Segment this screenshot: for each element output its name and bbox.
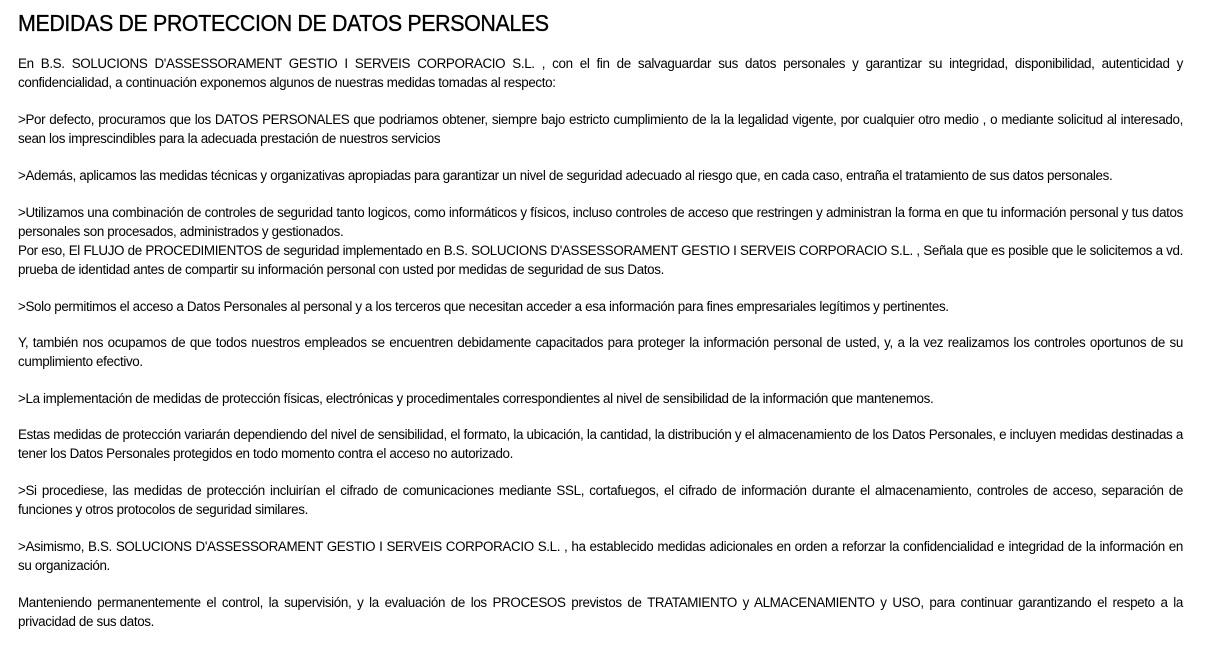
- paragraph-protection-measures: >La implementación de medidas de protección físicas, electrónicas y procedimentales correspondientes al nivel de sensibilidad de la información que mantenemos.: [18, 391, 934, 406]
- paragraph-intro: En B.S. SOLUCIONS D'ASSESSORAMENT GESTIO I SERVEIS CORPORACIO S.L. , con el fin de salvaguardar sus datos personales y garantizar su integridad, disponibilidad, autenticidad y confidencialidad, a continuación exponemos algunos de nuestras medidas tomadas al respecto:: [18, 56, 1183, 90]
- paragraph-identity-verification: Por eso, El FLUJO de PROCEDIMIENTOS de seguridad implementado en B.S. SOLUCIONS D'ASSESSORAMENT GESTIO I SERVEIS CORPORACIO S.L. , Señala que es posible que le solicitemos a vd. prueba de identidad antes de compartir su información personal con usted por medidas de seguridad de sus Datos.: [18, 243, 1183, 277]
- page-title: MEDIDAS DE PROTECCION DE DATOS PERSONALES: [18, 10, 549, 36]
- paragraph-access-limits: >Solo permitimos el acceso a Datos Personales al personal y a los terceros que necesitan acceder a esa información para fines empresariales legítimos y pertinentes.: [18, 299, 949, 314]
- paragraph-ongoing-control: Manteniendo permanentemente el control, la supervisión, y la evaluación de los PROCESOS previstos de TRATAMIENTO y ALMACENAMIENTO y USO, para continuar garantizando el respeto a la privacidad de sus datos.: [18, 595, 1183, 629]
- paragraph-measure-variation: Estas medidas de protección variarán dependiendo del nivel de sensibilidad, el formato, la ubicación, la cantidad, la distribución y el almacenamiento de los Datos Personales, e incluyen medidas destinadas a tener los Datos Personales protegidos en todo momento contra el acceso no autorizado.: [18, 427, 1183, 461]
- paragraph-technical-measures: >Además, aplicamos las medidas técnicas y organizativas apropiadas para garantizar un nivel de seguridad adecuado al riesgo que, en cada caso, entraña el tratamiento de sus datos personales.: [18, 168, 1113, 183]
- paragraph-encryption: >Si procediese, las medidas de protección incluirían el cifrado de comunicaciones mediante SSL, cortafuegos, el cifrado de información durante el almacenamiento, controles de acceso, separación de funciones y otros protocolos de seguridad similares.: [18, 483, 1183, 517]
- paragraph-security-controls: >Utilizamos una combinación de controles de seguridad tanto logicos, como informáticos y físicos, incluso controles de acceso que restringen y administran la forma en que tu información personal y tus datos personales son procesados, administrados y gestionados.: [18, 205, 1183, 239]
- paragraph-additional-measures: >Asimismo, B.S. SOLUCIONS D'ASSESSORAMENT GESTIO I SERVEIS CORPORACIO S.L. , ha establecido medidas adicionales en orden a reforzar la confidencialidad e integridad de la información en su organización.: [18, 539, 1183, 573]
- paragraph-employee-training: Y, también nos ocupamos de que todos nuestros empleados se encuentren debidamente capacitados para proteger la información personal de usted, y, a la vez realizamos los controles oportunos de su cumplimiento efectivo.: [18, 335, 1183, 369]
- document-page: [18, 8, 1183, 649]
- paragraph-default-data: >Por defecto, procuramos que los DATOS PERSONALES que podriamos obtener, siempre bajo estricto cumplimiento de la la legalidad vigente, por cualquier otro medio , o mediante solicitud al interesado, sean los imprescindibles para la adecuada prestación de nuestros servicios: [18, 112, 1183, 146]
